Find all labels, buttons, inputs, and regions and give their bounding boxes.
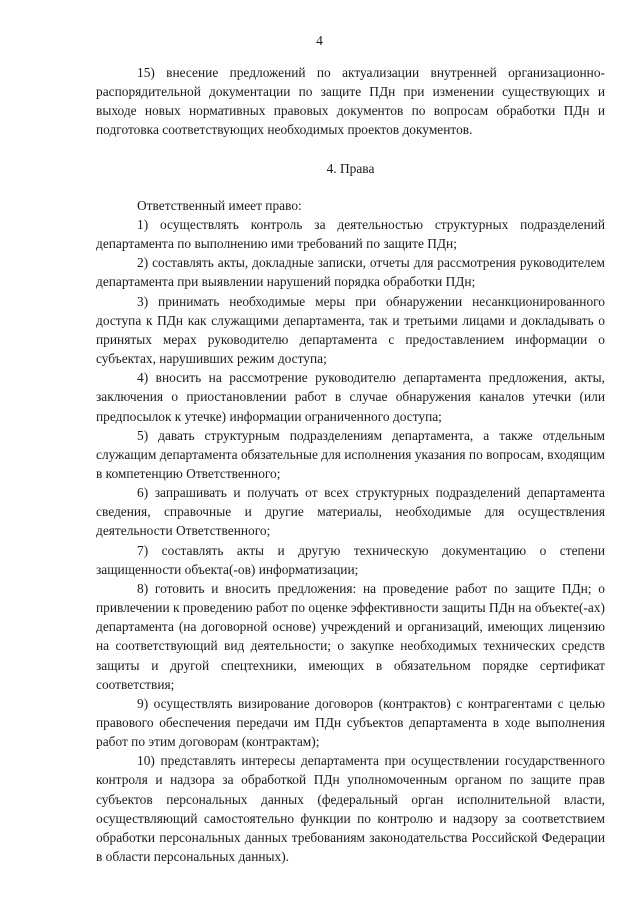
page-number: 4 <box>316 33 323 48</box>
rights-item-3: 3) принимать необходимые меры при обнаружении несанкционированного доступа к ПДн как служащими департамента, так и третьими лицами и докладывать о принятых мерах руководителю департамента с предоставлением информации о субъектах, нарушивших режим доступа; <box>96 293 605 367</box>
rights-item-7: 7) составлять акты и другую техническую документацию о степени защищенности объекта(-ов) информатизации; <box>96 542 605 577</box>
rights-item-5: 5) давать структурным подразделениям департамента, а также отдельным служащим департамента обязательные для исполнения указания по вопросам, входящим в компетенцию Ответственного; <box>96 427 605 481</box>
rights-item-9: 9) осуществлять визирование договоров (контрактов) с контрагентами с целью правового обеспечения передачи им ПДн субъектов департамента в ходе выполнения работ по этим договорам (контрактам); <box>96 695 605 750</box>
section-lead: Ответственный имеет право: <box>137 197 302 213</box>
rights-item-4: 4) вносить на рассмотрение руководителю департамента предложения, акты, заключения о приостановлении работ в случае обнаружения каналов утечки (или предпосылок к утечке) информации ограниченного доступа; <box>96 370 605 424</box>
rights-item-1: 1) осуществлять контроль за деятельностью структурных подразделений департамента по выполнению ими требований по защите ПДн; <box>96 216 605 252</box>
section-title: 4. Права <box>326 160 375 176</box>
rights-item-2: 2) составлять акты, докладные записки, отчеты для рассмотрения руководителем департамента при выявлении нарушений порядка обработки ПДн; <box>96 255 605 290</box>
rights-item-6: 6) запрашивать и получать от всех структурных подразделений департамента сведения, справочные и другие материалы, необходимые для осуществления деятельности Ответственного; <box>96 485 605 539</box>
rights-item-8: 8) готовить и вносить предложения: на проведение работ по защите ПДн; о привлечении к проведению работ по оценке эффективности защиты ПДн на объекте(-ах) департамента (на договорной основе) учреждений и организаций, имеющих лицензию на соответствующий вид деятельности; о закупке необходимых технических средств защиты и другой спецтехники, имеющих в обязательном порядке сертификат соответствия; <box>96 580 605 692</box>
rights-item-10: 10) представлять интересы департамента при осуществлении государственного контроля и надзора за обработкой ПДн уполномоченным органом по защите прав субъектов персональных данных (федеральный орган исполнительной власти, осуществляющий самостоятельно функции по контролю и надзору за соответствием обработки персональных данных требованиям законодательства Российской Федерации в области персональных данных). <box>96 753 605 865</box>
paragraph-item-15: 15) внесение предложений по актуализации внутренней организационно-распорядительной документации по защите ПДн при изменении существующих и выходе новых нормативных правовых документов по вопросам обработки ПДн и подготовка соответствующих необходимых проектов документов. <box>96 65 605 138</box>
document-body <box>96 63 605 866</box>
